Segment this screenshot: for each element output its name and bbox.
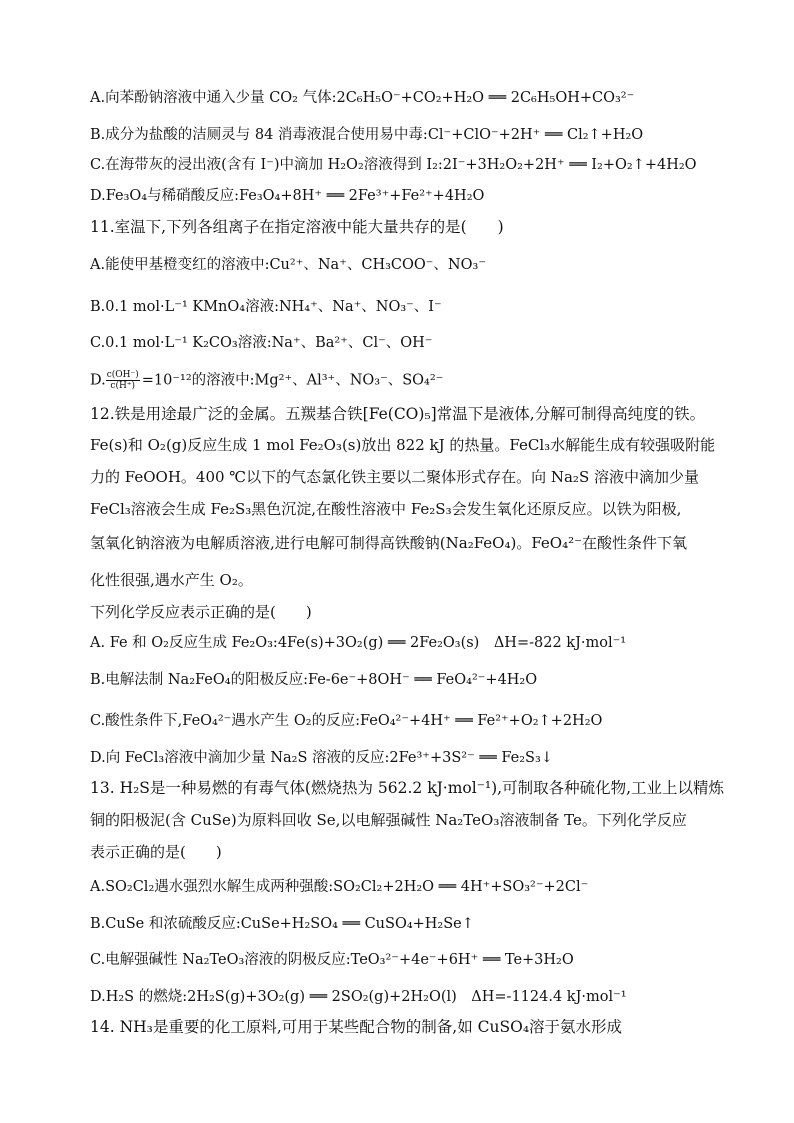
paragraph-line: 铜的阳极泥(含 CuSe)为原料回收 Se,以电解强碱性 Na₂TeO₃溶液制备 Te。下列化学反应: [90, 811, 687, 829]
option-line: A. Fe 和 O₂反应生成 Fe₂O₃:4Fe(s)+3O₂(g) ══ 2Fe₂O₃(s) ΔH=-822 kJ·mol⁻¹: [90, 635, 627, 651]
option-line: D.H₂S 的燃烧:2H₂S(g)+3O₂(g) ══ 2SO₂(g)+2H₂O(l) ΔH=-1124.4 kJ·mol⁻¹: [90, 989, 627, 1005]
option-line: C.0.1 mol·L⁻¹ K₂CO₃溶液:Na⁺、Ba²⁺、Cl⁻、OH⁻: [90, 335, 433, 351]
fraction: [106, 370, 140, 391]
option-line: A.向苯酚钠溶液中通入少量 CO₂ 气体:2C₆H₅O⁻+CO₂+H₂O ══ 2C₆H₅OH+CO₃²⁻: [90, 90, 635, 106]
option-line: D.Fe₃O₄与稀硝酸反应:Fe₃O₄+8H⁺ ══ 2Fe³⁺+Fe²⁺+4H₂O: [90, 188, 485, 204]
question-stem: 14. NH₃是重要的化工原料,可用于某些配合物的制备,如 CuSO₄溶于氨水形成: [90, 1018, 623, 1036]
fraction-numerator: c(OH⁻): [106, 370, 139, 380]
option-line: C.电解强碱性 Na₂TeO₃溶液的阴极反应:TeO₃²⁻+4e⁻+6H⁺ ══ Te+3H₂O: [90, 952, 574, 968]
option-line: C.酸性条件下,FeO₄²⁻遇水产生 O₂的反应:FeO₄²⁻+4H⁺ ══ Fe²⁺+O₂↑+2H₂O: [90, 713, 603, 729]
question-stem: 13. H₂S是一种易燃的有毒气体(燃烧热为 562.2 kJ·mol⁻¹),可制取各种硫化物,工业上以精炼: [90, 779, 725, 797]
paragraph-line: 下列化学反应表示正确的是( ): [90, 603, 312, 621]
option-line: B.成分为盐酸的洁厕灵与 84 消毒液混合使用易中毒:Cl⁻+ClO⁻+2H⁺ ══ Cl₂↑+H₂O: [90, 127, 644, 143]
paragraph-line: Fe(s)和 O₂(g)反应生成 1 mol Fe₂O₃(s)放出 822 kJ 的热量。FeCl₃水解能生成有较强吸附能: [90, 436, 716, 454]
option-label: D.: [90, 372, 106, 389]
paragraph-line: 化性很强,遇水产生 O₂。: [90, 571, 253, 589]
paragraph-line: 表示正确的是( ): [90, 843, 222, 861]
paragraph-line: 氢氧化钠溶液为电解质溶液,进行电解可制得高铁酸钠(Na₂FeO₄)。FeO₄²⁻在酸性条件下氧: [90, 534, 688, 552]
paragraph-line: FeCl₃溶液会生成 Fe₂S₃黑色沉淀,在酸性溶液中 Fe₂S₃会发生氧化还原反应。以铁为阳极,: [90, 500, 682, 518]
option-text: =10⁻¹²的溶液中:Mg²⁺、Al³⁺、NO₃⁻、SO₄²⁻: [141, 372, 444, 389]
fraction-denominator: c(H⁺): [110, 381, 136, 391]
option-line: B.电解法制 Na₂FeO₄的阳极反应:Fe-6e⁻+8OH⁻ ══ FeO₄²⁻+4H₂O: [90, 672, 538, 688]
option-line: B.CuSe 和浓硫酸反应:CuSe+H₂SO₄ ══ CuSO₄+H₂Se↑: [90, 916, 474, 932]
question-stem: 11.室温下,下列各组离子在指定溶液中能大量共存的是( ): [90, 218, 504, 236]
option-line: [90, 370, 730, 391]
option-line: A.SO₂Cl₂遇水强烈水解生成两种强酸:SO₂Cl₂+2H₂O ══ 4H⁺+SO₃²⁻+2Cl⁻: [90, 879, 589, 895]
option-line: C.在海带灰的浸出液(含有 I⁻)中滴加 H₂O₂溶液得到 I₂:2I⁻+3H₂O₂+2H⁺ ══ I₂+O₂↑+4H₂O: [90, 157, 697, 173]
option-line: D.向 FeCl₃溶液中滴加少量 Na₂S 溶液的反应:2Fe³⁺+3S²⁻ ══ Fe₂S₃↓: [90, 750, 553, 766]
option-line: B.0.1 mol·L⁻¹ KMnO₄溶液:NH₄⁺、Na⁺、NO₃⁻、I⁻: [90, 299, 442, 315]
option-line: A.能使甲基橙变红的溶液中:Cu²⁺、Na⁺、CH₃COO⁻、NO₃⁻: [90, 257, 486, 273]
question-stem: 12.铁是用途最广泛的金属。五羰基合铁[Fe(CO)₅]常温下是液体,分解可制得高纯度的铁。: [90, 405, 706, 423]
paragraph-line: 力的 FeOOH。400 ℃以下的气态氯化铁主要以二聚体形式存在。向 Na₂S 溶液中滴加少量: [90, 468, 699, 486]
